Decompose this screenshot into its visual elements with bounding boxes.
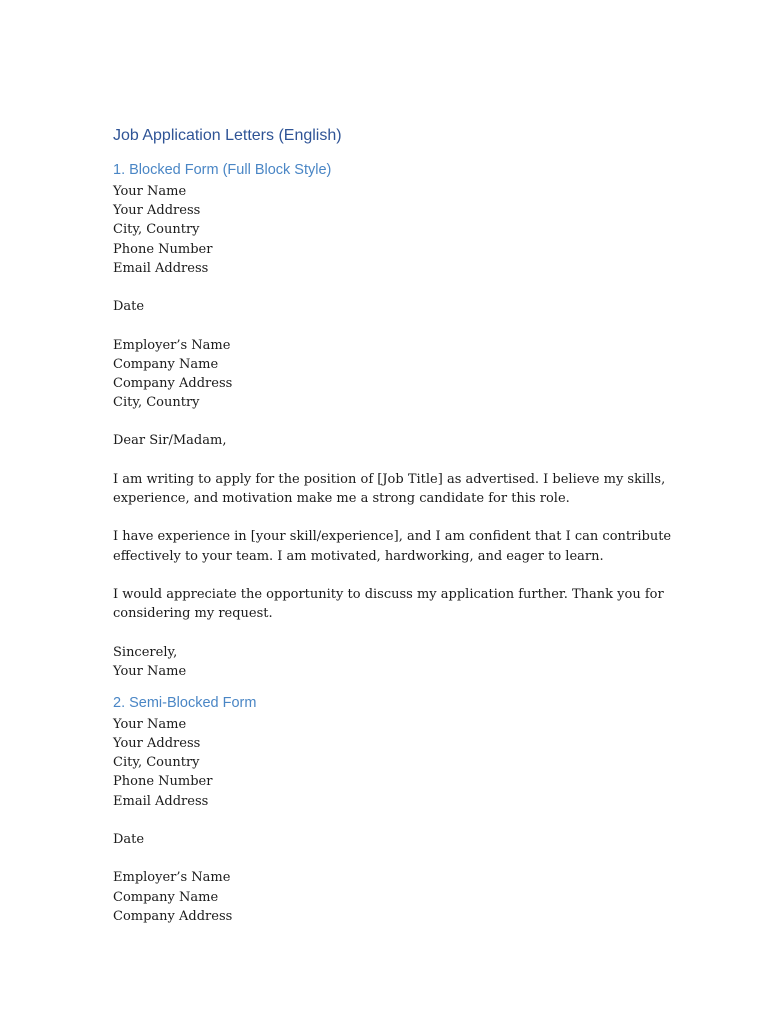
- spacer: [113, 508, 673, 527]
- recipient-address: Company Address: [113, 375, 233, 391]
- letter-date: Date: [113, 832, 145, 847]
- paragraph-line: considering my request.: [113, 606, 273, 622]
- recipient-address: Company Address: [113, 908, 233, 924]
- letter-date: Date: [113, 299, 145, 315]
- body-paragraph-1: [113, 470, 673, 508]
- sender-city: City, Country: [113, 755, 200, 771]
- spacer: [113, 811, 673, 830]
- recipient-company: Company Name: [113, 356, 219, 372]
- signature: Your Name: [113, 663, 187, 679]
- recipient-block: [113, 336, 673, 413]
- spacer: [113, 412, 673, 431]
- closing: Sincerely,: [113, 644, 178, 660]
- recipient-city: City, Country: [113, 395, 200, 411]
- document-title: Job Application Letters (English): [113, 127, 342, 144]
- sender-name: Your Name: [113, 184, 187, 199]
- paragraph-line: I am writing to apply for the position of [Job Title] as advertised. I believe my skills,: [113, 471, 666, 487]
- sender-address: Your Address: [113, 736, 201, 752]
- recipient-company: Company Name: [113, 889, 219, 905]
- document-body: [113, 124, 673, 926]
- sender-email: Email Address: [113, 260, 209, 276]
- paragraph-line: I have experience in [your skill/experience], and I am confident that I can contribute: [113, 529, 672, 545]
- sender-city: City, Country: [113, 222, 200, 238]
- spacer: [113, 316, 673, 335]
- sender-block: [113, 182, 673, 278]
- section-heading-semi-blocked-form: 2. Semi-Blocked Form: [113, 694, 257, 711]
- paragraph-line: I would appreciate the opportunity to discuss my application further. Thank you for: [113, 586, 664, 602]
- body-paragraph-2: [113, 527, 673, 565]
- salutation: Dear Sir/Madam,: [113, 433, 227, 449]
- section-heading-blocked-form: 1. Blocked Form (Full Block Style): [113, 162, 332, 178]
- sender-phone: Phone Number: [113, 774, 213, 790]
- recipient-name: Employer’s Name: [113, 870, 231, 886]
- spacer: [113, 849, 673, 868]
- sender-email: Email Address: [113, 793, 209, 809]
- sender-name: Your Name: [113, 716, 187, 732]
- paragraph-line: experience, and motivation make me a strong candidate for this role.: [113, 491, 570, 506]
- spacer: [113, 623, 673, 642]
- paragraph-line: effectively to your team. I am motivated, hardworking, and eager to learn.: [113, 548, 604, 564]
- body-paragraph-3: [113, 585, 673, 623]
- spacer: [113, 566, 673, 585]
- recipient-block: [113, 868, 673, 926]
- spacer: [113, 451, 673, 470]
- sender-block: [113, 715, 673, 811]
- recipient-name: Employer’s Name: [113, 337, 231, 353]
- spacer: [113, 278, 673, 297]
- sender-phone: Phone Number: [113, 241, 213, 257]
- sender-address: Your Address: [113, 203, 201, 219]
